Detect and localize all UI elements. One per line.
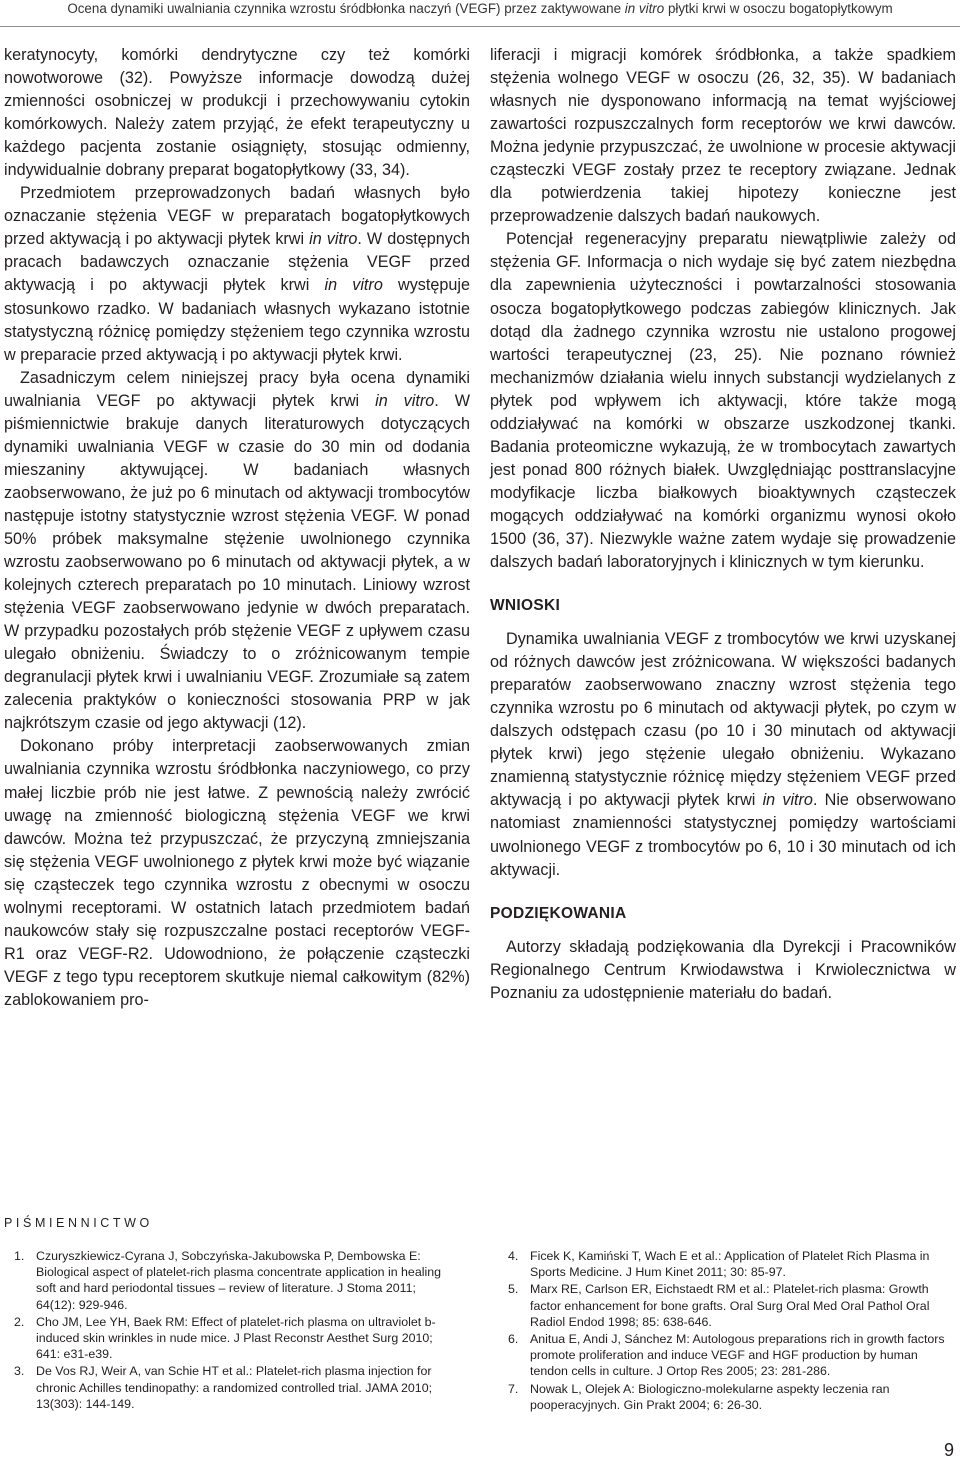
text-run: występuje stosunkowo rzadko. W badaniach własnych wykazano istotnie statystyczną różnicę pomiędzy stężeniem tego czynnika wzrostu w preparacie przed aktywacją i po aktywacji płytek krwi. (4, 276, 470, 364)
reference-text: Nowak L, Olejek A: Biologiczno-molekularne aspekty leczenia ran pooperacyjnych. Gin Prakt 2004; 6: 26-30. (530, 1381, 890, 1412)
running-head (0, 0, 960, 28)
paragraph: Autorzy składają podziękowania dla Dyrekcji i Pracowników Regionalnego Centrum Krwiodawstwa i Krwiolecznictwa w Poznaniu za udostępnienie materiału do badań. (490, 937, 956, 1002)
reference-number: 2. (14, 1314, 25, 1329)
left-column (4, 44, 470, 1012)
italic-run: in vitro (309, 230, 358, 249)
paragraph: Potencjał regeneracyjny preparatu niewątpliwie zależy od stężenia GF. Informacja o nich wydaje się być zatem niezbędna dla zapewnienia użyteczności i powtarzalności stosowania osocza bogatopłytkowego podczas zabiegów klinicznych. Jak dotąd dla żadnego czynnika wzrostu nie ustalono progowej wartości terapeutycznej (23, 25). Nie poznano również mechanizmów działania wielu innych substancji wydzielanych z płytek pod wpływem ich aktywacji, które także mogą oddziaływać na komórki w obszarze uszkodzonej tkanki. Badania proteomiczne wykazują, że w trombocytach zawartych jest ponad 800 różnych białek. Uwzględniając posttranslacyjne modyfikacje liczba białkowych bioaktywnych cząsteczek mogących oddziaływać na komórki organizmu wynosi około 1500 (36, 37). Niezwykle ważne zatem wydaje się prowadzenie dalszych badań laboratoryjnych i klinicznych w tym kierunku. (490, 230, 956, 572)
reference-item (14, 1314, 454, 1363)
reference-text: Anitua E, Andi J, Sánchez M: Autologous preparations rich in growth factors promote proliferation and induce VEGF and HGF production by human tendon cells in culture. J Ortop Res 2005; 23: 281-286. (530, 1332, 945, 1379)
references-title: PIŚMIENNICTWO (4, 1216, 153, 1230)
paragraph: keratynocyty, komórki dendrytyczne czy też komórki nowotworowe (32). Powyższe informacje dowodzą dużej zmienności osobniczej w produkcji i przechowywaniu cytokin komórkowych. Należy zatem przyjąć, że efekt terapeutyczny u każdego pacjenta zostanie osiągnięty, stosując odmienny, indywidualnie dobrany preparat bogatopłytkowy (33, 34). (4, 46, 470, 180)
text-run: . Nie obserwowano natomiast znamienności statystycznej pomiędzy wartościami uwolnionego VEGF z trombocytów po 6, 10 i 30 minutach od ich aktywacji. (490, 791, 956, 879)
page-number: 9 (943, 1440, 954, 1460)
section-heading-podziekowania: PODZIĘKOWANIA (490, 904, 627, 922)
running-head-italic: in vitro (624, 1, 665, 16)
reference-text: Marx RE, Carlson ER, Eichstaedt RM et al.: Platelet-rich plasma: Growth factor enhancement for bone grafts. Oral Surg Oral Med Oral Pathol Oral Radiol Endod 1998; 85: 638-646. (530, 1282, 930, 1329)
reference-text: Ficek K, Kamiński T, Wach E et al.: Application of Platelet Rich Plasma in Sports Medicine. J Hum Kinet 2011; 30: 85-97. (530, 1249, 930, 1280)
text-run: . W piśmiennictwie brakuje danych literaturowych dotyczących dynamiki uwalniania VEGF w czasie do 30 min od dodania mieszaniny aktywującej. W badaniach własnych zaobserwowano, że już po 6 minutach od aktywacji trombocytów następuje istotny statystycznie wzrost stężenia VEGF. W ponad 50% próbek maksymalne stężenie uwolnionego czynnika wzrostu zaobserwowano po 6 minutach od aktywacji płytek, a w kolejnych czterech preparatach po 10 minutach. Liniowy wzrost stężenia VEGF zaobserwowano jedynie w dwóch preparatach. W przypadku pozostałych prób stężenie VEGF z upływem czasu ulegało obniżeniu. Świadczy to o zróżnicowanym tempie degranulacji płytek krwi i uwalnianiu VEGF. Zrozumiałe są zatem zalecenia praktyków o konieczności stosowania PRP w jak najkrótszym czasie od jego aktywacji (12). (4, 391, 470, 733)
text-run: . W dostępnych pracach badawczych oznaczanie stężenia VEGF przed aktywacją i po aktywacji płytek krwi (4, 230, 470, 295)
reference-number: 4. (508, 1249, 519, 1263)
references-list-left (14, 1248, 454, 1413)
text-run: Zasadniczym celem niniejszej pracy była ocena dynamiki uwalniania VEGF po aktywacji płytek krwi (4, 368, 470, 410)
reference-number: 1. (14, 1249, 25, 1263)
paragraph: liferacji i migracji komórek śródbłonka, a także spadkiem stężenia wolnego VEGF w osoczu (26, 32, 35). W badaniach własnych nie dysponowano informacją na temat wyjściowej zawartości rozpuszczalnych form receptorów we krwi dawców. Można jedynie przypuszczać, że uwolnione w procesie aktywacji cząsteczki VEGF zostały przez te receptory związane. Jednak dla potwierdzenia takiej hipotezy konieczne jest przeprowadzenie dalszych badań naukowych. (490, 46, 956, 226)
reference-item (508, 1248, 956, 1280)
reference-text: Cho JM, Lee YH, Baek RM: Effect of platelet-rich plasma on ultraviolet b-induced skin wrinkles in nude mice. J Plast Reconstr Aesthet Surg 2010; 641: e31-e39. (36, 1314, 436, 1362)
italic-run: in vitro (324, 276, 383, 295)
paragraph (4, 182, 470, 366)
reference-item (508, 1281, 956, 1330)
header-rule (0, 26, 960, 27)
text-run: Przedmiotem przeprowadzonych badań własnych było oznaczanie stężenia VEGF w preparatach bogatopłytkowych przed aktywacją i po aktywacji płytek krwi (4, 184, 470, 249)
italic-run: in vitro (375, 391, 435, 410)
paragraph (490, 628, 956, 882)
reference-number: 7. (508, 1381, 519, 1396)
reference-text: Czuryszkiewicz-Cyrana J, Sobczyńska-Jakubowska P, Dembowska E: Biological aspect of platelet-rich plasma concentrate application in healing soft and hard periodontal tissues – review of literature. J Stoma 2011; 64(12): 929-946. (36, 1249, 442, 1312)
text-run: Dynamika uwalniania VEGF z trombocytów we krwi uzyskanej od różnych dawców jest zróżnicowana. W większości badanych preparatów zaobserwowano znaczny wzrost stężenia tego czynnika wzrostu po 6 minutach od aktywacji płytek, po czym w dalszych odstępach czasu (po 10 i 30 minutach od aktywacji płytek krwi) jego stężenie ulegało obniżeniu. Wykazano znamienną statystycznie różnicę między stężeniem VEGF przed aktywacją i po aktywacji płytek krwi (490, 630, 956, 810)
right-column (490, 44, 956, 1005)
reference-item (14, 1363, 454, 1412)
reference-item (14, 1248, 454, 1313)
references-list-right (508, 1248, 956, 1414)
running-head-text-end: płytki krwi w osoczu bogatopłytkowym (664, 1, 893, 16)
reference-number: 6. (508, 1332, 519, 1347)
reference-number: 5. (508, 1282, 519, 1297)
reference-number: 3. (14, 1364, 25, 1379)
paragraph: Dokonano próby interpretacji zaobserwowanych zmian uwalniania czynnika wzrostu śródbłonka naczyniowego, co przy małej liczbie prób nie jest łatwe. Z pewnością należy zwrócić uwagę na zmienność biologiczną stężenia VEGF we krwi dawców. Można też przypuszczać, że przyczyną zmniejszania się stężenia VEGF uwolnionego z płytek krwi może być wiązanie się cząsteczek tego czynnika wzrostu z obecnymi w osoczu wolnymi receptorami. W ostatnich latach przedmiotem badań naukowców stały się rozpuszczalne postaci receptorów VEGF-R1 oraz VEGF-R2. Udowodniono, że połączenie cząsteczki VEGF z tego typu receptorem skutkuje niemal całkowitym (82%) zablokowaniem pro- (4, 737, 470, 1009)
reference-text: De Vos RJ, Weir A, van Schie HT et al.: Platelet-rich plasma injection for chronic Achilles tendinopathy: a randomized controlled trial. JAMA 2010; 13(303): 144-149. (36, 1364, 433, 1411)
italic-run: in vitro (762, 791, 813, 810)
paragraph (4, 367, 470, 736)
reference-item (508, 1381, 956, 1413)
reference-item (508, 1331, 956, 1380)
section-heading-wnioski: WNIOSKI (490, 597, 561, 615)
running-head-text: Ocena dynamiki uwalniania czynnika wzrostu śródbłonka naczyń (VEGF) przez zaktywowane (67, 1, 625, 16)
